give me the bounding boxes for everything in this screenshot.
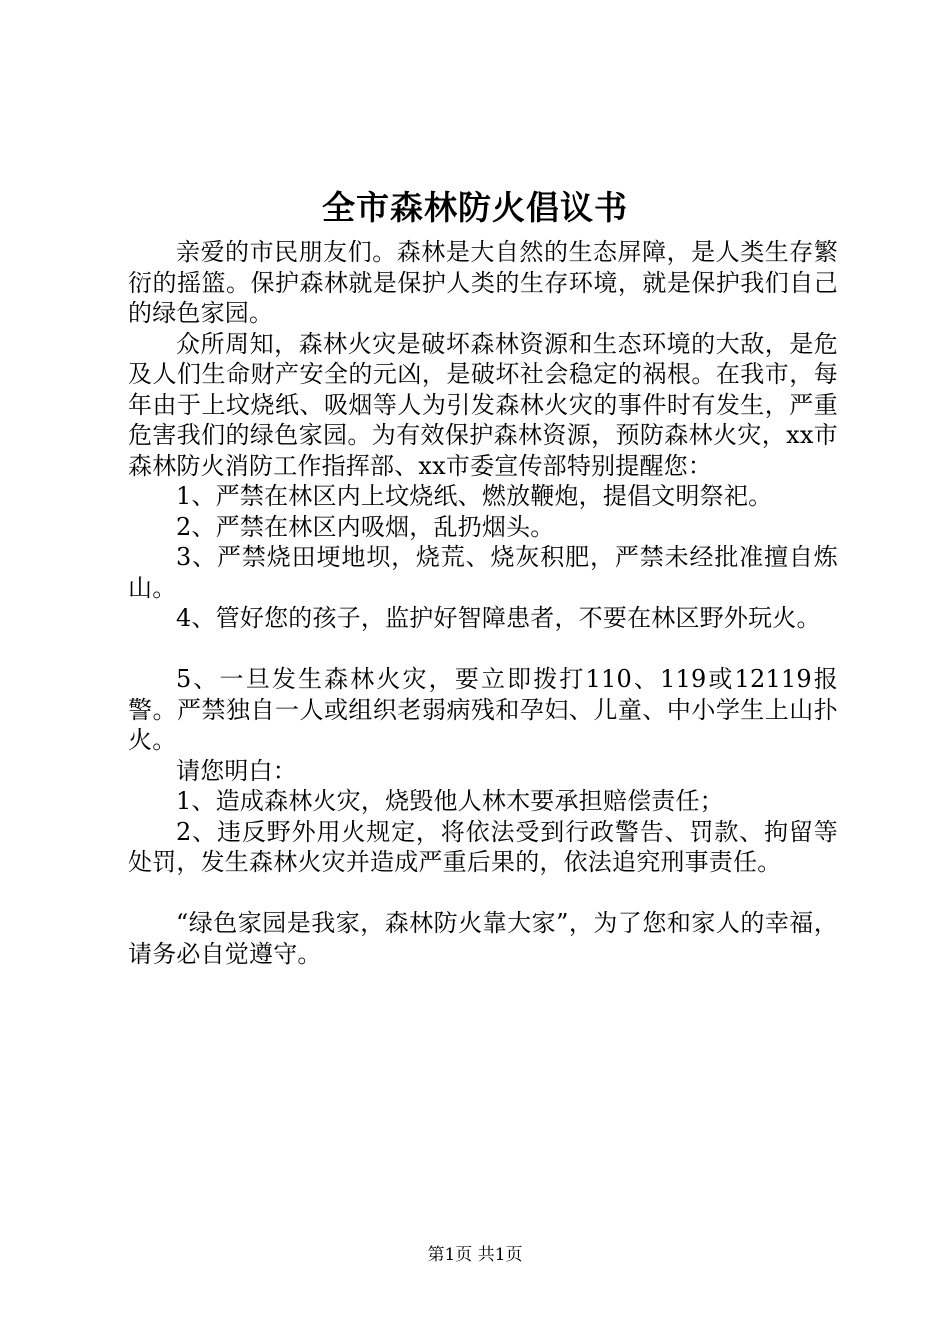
list-item-rule-5: 5、一旦发生森林火灾，要立即拨打110、119或12119报警。严禁独自一人或组织老弱病残和孕妇、儿童、中小学生上山扑火。 (128, 665, 838, 754)
paragraph-context: 众所周知，森林火灾是破坏森林资源和生态环境的大敌，是危及人们生命财产安全的元凶，是破坏社会稳定的祸根。在我市，每年由于上坟烧纸、吸烟等人为引发森林火灾的事件时有发生，严重危害我们的绿色家园。为有效保护森林资源，预防森林火灾，xx市森林防火消防工作指挥部、xx市委宣传部特别提醒您： (128, 329, 838, 480)
document-body (128, 237, 838, 969)
list-item-rule-4: 4、管好您的孩子，监护好智障患者，不要在林区野外玩火。 (176, 604, 821, 632)
list-item-liability-1: 1、造成森林火灾，烧毁他人林木要承担赔偿责任； (176, 787, 724, 815)
paragraph-greeting: 亲爱的市民朋友们。森林是大自然的生态屏障，是人类生存繁衍的摇篮。保护森林就是保护人类的生存环境，就是保护我们自己的绿色家园。 (128, 238, 838, 327)
paragraph-please-note: 请您明白： (176, 756, 297, 785)
list-item-liability-2: 2、违反野外用火规定，将依法受到行政警告、罚款、拘留等处罚，发生森林火灾并造成严重后果的，依法追究刑事责任。 (128, 817, 838, 876)
page-number-footer: 第1页 共1页 (427, 1245, 523, 1265)
list-item-rule-3: 3、严禁烧田埂地坝，烧荒、烧灰积肥，严禁未经批准擅自炼山。 (128, 543, 838, 602)
list-item-rule-2: 2、严禁在林区内吸烟，乱扔烟头。 (176, 512, 555, 541)
paragraph-closing: “绿色家园是我家，森林防火靠大家”，为了您和家人的幸福，请务必自觉遵守。 (128, 909, 838, 968)
document-title: 全市森林防火倡议书 (322, 188, 628, 227)
list-item-rule-1: 1、严禁在林区内上坟烧纸、燃放鞭炮，提倡文明祭祀。 (176, 482, 773, 510)
